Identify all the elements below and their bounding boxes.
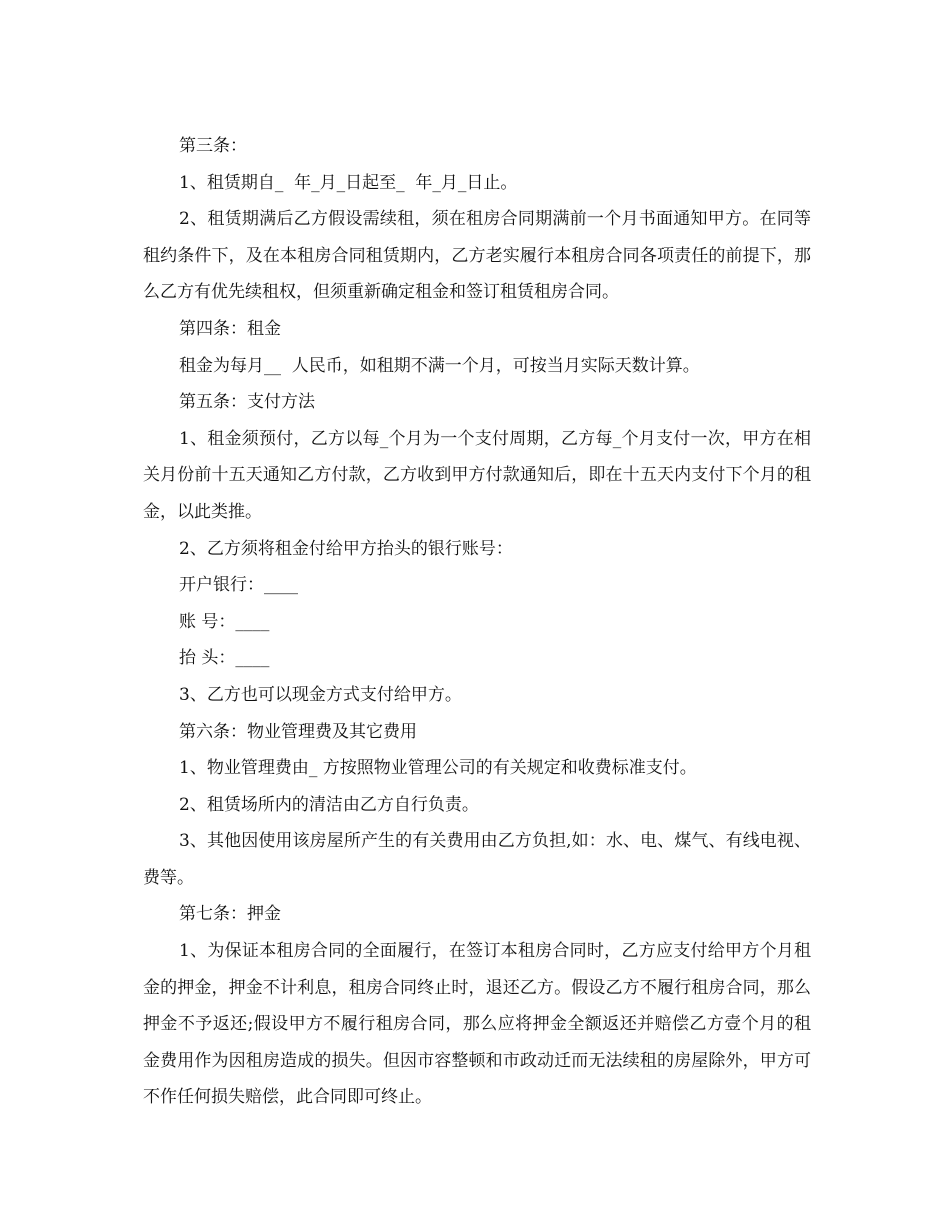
article-5-clause-3: 3、乙方也可以现金方式支付给甲方。 — [179, 684, 462, 705]
article-5-clause-2: 2、乙方须将租金付给甲方抬头的银行账号： — [179, 538, 513, 559]
article-7-clause-1: 1、为保证本租房合同的全面履行，在签订本租房合同时，乙方应支付给甲方个月租金的押金，押金不计利息，租房合同终止时，退还乙方。假设乙方不履行租房合同，那么押金不予返还;假设甲方不履行租房合同，那么应将押金全额返还并赔偿乙方壹个月的租金费用作为因租房造成的损失。但因市容整顿和市政动迁而无法续租的房屋除外，甲方可不作任何损失赔偿，此合同即可终止。 — [143, 941, 811, 1108]
article-6-heading: 第六条：物业管理费及其它费用 — [179, 721, 417, 742]
bank-name-line: 开户银行：____ — [179, 575, 298, 596]
article-3-clause-1: 1、租赁期自_ 年_月_日起至_ 年_月_日止。 — [179, 172, 518, 193]
article-4-body: 租金为每月__ 人民币，如租期不满一个月，可按当月实际天数计算。 — [179, 355, 700, 376]
payee-line: 抬 头：____ — [179, 648, 270, 669]
article-5-clause-1: 1、租金须预付，乙方以每_个月为一个支付周期，乙方每_个月支付一次，甲方在相关月份前十五天通知乙方付款，乙方收到甲方付款通知后，即在十五天内支付下个月的租金，以此类推。 — [143, 428, 811, 522]
article-6-clause-2: 2、租赁场所内的清洁由乙方自行负责。 — [179, 794, 479, 815]
article-6-clause-1: 1、物业管理费由_ 方按照物业管理公司的有关规定和收费标准支付。 — [179, 758, 697, 779]
account-number-line: 账 号：____ — [179, 611, 270, 632]
article-3-heading: 第三条： — [179, 136, 247, 156]
article-4-heading: 第四条：租金 — [179, 318, 281, 339]
article-7-heading: 第七条：押金 — [179, 904, 281, 925]
document-page — [143, 128, 822, 1116]
article-5-heading: 第五条：支付方法 — [179, 392, 315, 413]
article-6-clause-3: 3、其他因使用该房屋所产生的有关费用由乙方负担,如：水、电、煤气、有线电视、 费等。 — [143, 831, 822, 888]
article-3-clause-2: 2、租赁期满后乙方假设需续租，须在租房合同期满前一个月书面通知甲方。在同等租约条件下，及在本租房合同租赁期内，乙方老实履行本租房合同各项责任的前提下，那么乙方有优先续租权，但须重新确定租金和签订租赁租房合同。 — [143, 209, 811, 303]
